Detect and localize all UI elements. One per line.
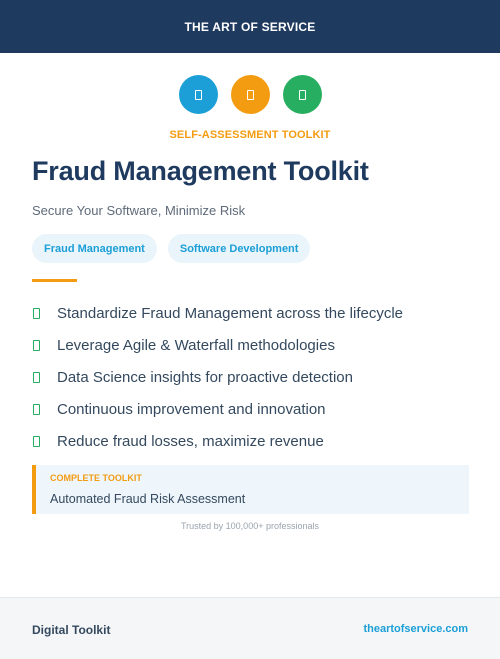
callout-label: COMPLETE TOOLKIT xyxy=(50,473,142,483)
list-item xyxy=(32,393,472,425)
list-item xyxy=(32,425,472,457)
list-item-text: Standardize Fraud Management across the lifecycle xyxy=(57,304,404,322)
kicker-label: SELF-ASSESSMENT TOOLKIT xyxy=(169,129,331,141)
check-icon xyxy=(33,308,40,319)
check-icon xyxy=(33,404,40,415)
book-icon xyxy=(179,75,218,114)
brand-name: THE ART OF SERVICE xyxy=(184,19,316,34)
check-icon xyxy=(33,436,40,447)
callout-value: Automated Fraud Risk Assessment xyxy=(50,492,246,506)
list-item-text: Leverage Agile & Waterfall methodologies xyxy=(57,336,335,354)
check-icon xyxy=(33,372,40,383)
check-icon xyxy=(33,340,40,351)
list-item-text: Reduce fraud losses, maximize revenue xyxy=(57,432,324,450)
page-subtitle: Secure Your Software, Minimize Risk xyxy=(32,203,246,218)
benefit-list xyxy=(32,297,472,457)
icon-row xyxy=(0,75,500,114)
tag-list xyxy=(32,234,310,263)
footer-website-link[interactable]: theartofservice.com xyxy=(363,623,468,635)
list-item-text: Data Science insights for proactive detection xyxy=(57,368,353,386)
list-item-text: Continuous improvement and innovation xyxy=(57,400,326,418)
top-banner xyxy=(0,0,500,53)
tag-software-development[interactable]: Software Development xyxy=(168,234,311,263)
chart-icon xyxy=(283,75,322,114)
complete-toolkit-callout xyxy=(32,465,469,514)
trusted-note: Trusted by 100,000+ professionals xyxy=(180,521,319,531)
footer-product-type: Digital Toolkit xyxy=(32,623,111,637)
accent-divider xyxy=(32,279,77,282)
list-item xyxy=(32,297,472,329)
list-item xyxy=(32,329,472,361)
list-item xyxy=(32,361,472,393)
tag-fraud-management[interactable]: Fraud Management xyxy=(32,234,157,263)
page-title: Fraud Management Toolkit xyxy=(32,156,369,186)
footer xyxy=(0,597,500,659)
clipboard-icon xyxy=(231,75,270,114)
